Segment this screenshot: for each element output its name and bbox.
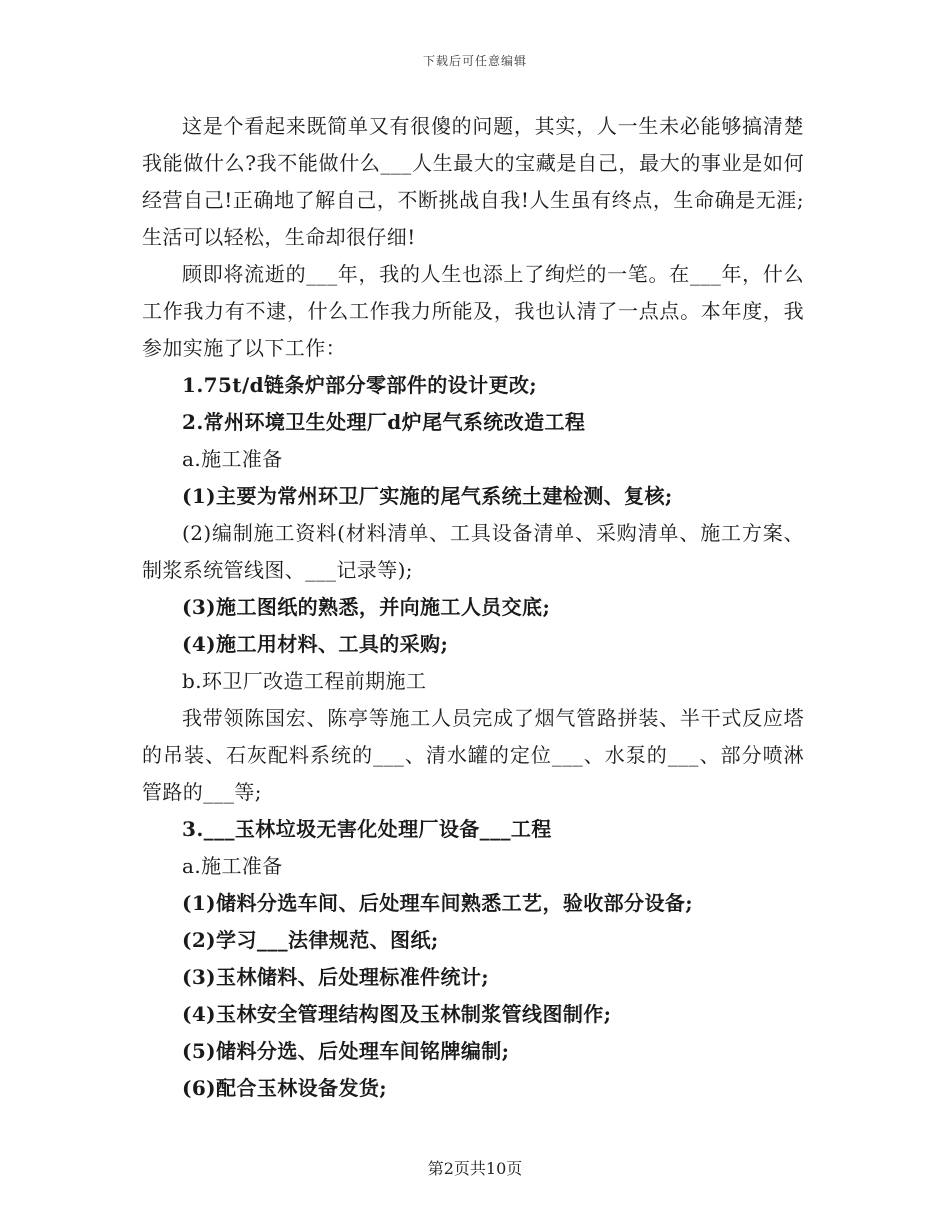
page-header: 下载后可任意编辑 bbox=[422, 54, 527, 68]
work-item-2-a-2: (2)编制施工资料(材料清单、工具设备清单、采购清单、施工方案、制浆系统管线图、___记录等); bbox=[142, 521, 804, 582]
work-item-1: 1.75t/d链条炉部分零部件的设计更改; bbox=[182, 373, 538, 397]
work-item-3-a-3: (3)玉林储料、后处理标准件统计; bbox=[182, 965, 490, 989]
work-item-3-a-5: (5)储料分选、后处理车间铭牌编制; bbox=[182, 1039, 510, 1063]
work-item-2-a-4: (4)施工用材料、工具的采购; bbox=[182, 632, 449, 656]
work-item-3-a-1: (1)储料分选车间、后处理车间熟悉工艺，验收部分设备; bbox=[182, 891, 694, 915]
work-item-3: 3.___玉林垃圾无害化处理厂设备___工程 bbox=[182, 817, 552, 841]
work-item-3-section-a: a.施工准备 bbox=[182, 854, 283, 878]
work-item-2-b-text: 我带领陈国宏、陈亭等施工人员完成了烟气管路拼装、半干式反应塔的吊装、石灰配料系统的___、清水罐的定位___、水泵的___、部分喷淋管路的___等; bbox=[142, 706, 804, 804]
work-item-2-section-b: b.环卫厂改造工程前期施工 bbox=[182, 669, 427, 693]
work-item-2-a-1: (1)主要为常州环卫厂实施的尾气系统土建检测、复核; bbox=[182, 484, 673, 508]
intro-paragraph: 这是个看起来既简单又有很傻的问题，其实，人一生未必能够搞清楚我能做什么?我不能做什么___人生最大的宝藏是自己，最大的事业是如何经营自己!正确地了解自己，不断挑战自我!人生虽有终点，生命确是无涯;生活可以轻松，生命却很仔细! bbox=[142, 114, 804, 249]
page-footer: 第2页共10页 bbox=[427, 1159, 523, 1178]
review-paragraph: 顾即将流逝的___年，我的人生也添上了绚烂的一笔。在___年，什么工作我力有不逮，什么工作我力所能及，我也认清了一点点。本年度，我参加实施了以下工作： bbox=[142, 262, 804, 360]
document-body bbox=[142, 108, 804, 1107]
work-item-3-a-4: (4)玉林安全管理结构图及玉林制浆管线图制作; bbox=[182, 1002, 612, 1026]
work-item-3-a-6: (6)配合玉林设备发货; bbox=[182, 1076, 388, 1100]
work-item-2-section-a: a.施工准备 bbox=[182, 447, 283, 471]
work-item-3-a-2: (2)学习___法律规范、图纸; bbox=[182, 928, 439, 952]
work-item-2: 2.常州环境卫生处理厂d炉尾气系统改造工程 bbox=[182, 410, 586, 434]
work-item-2-a-3: (3)施工图纸的熟悉，并向施工人员交底; bbox=[182, 595, 551, 619]
